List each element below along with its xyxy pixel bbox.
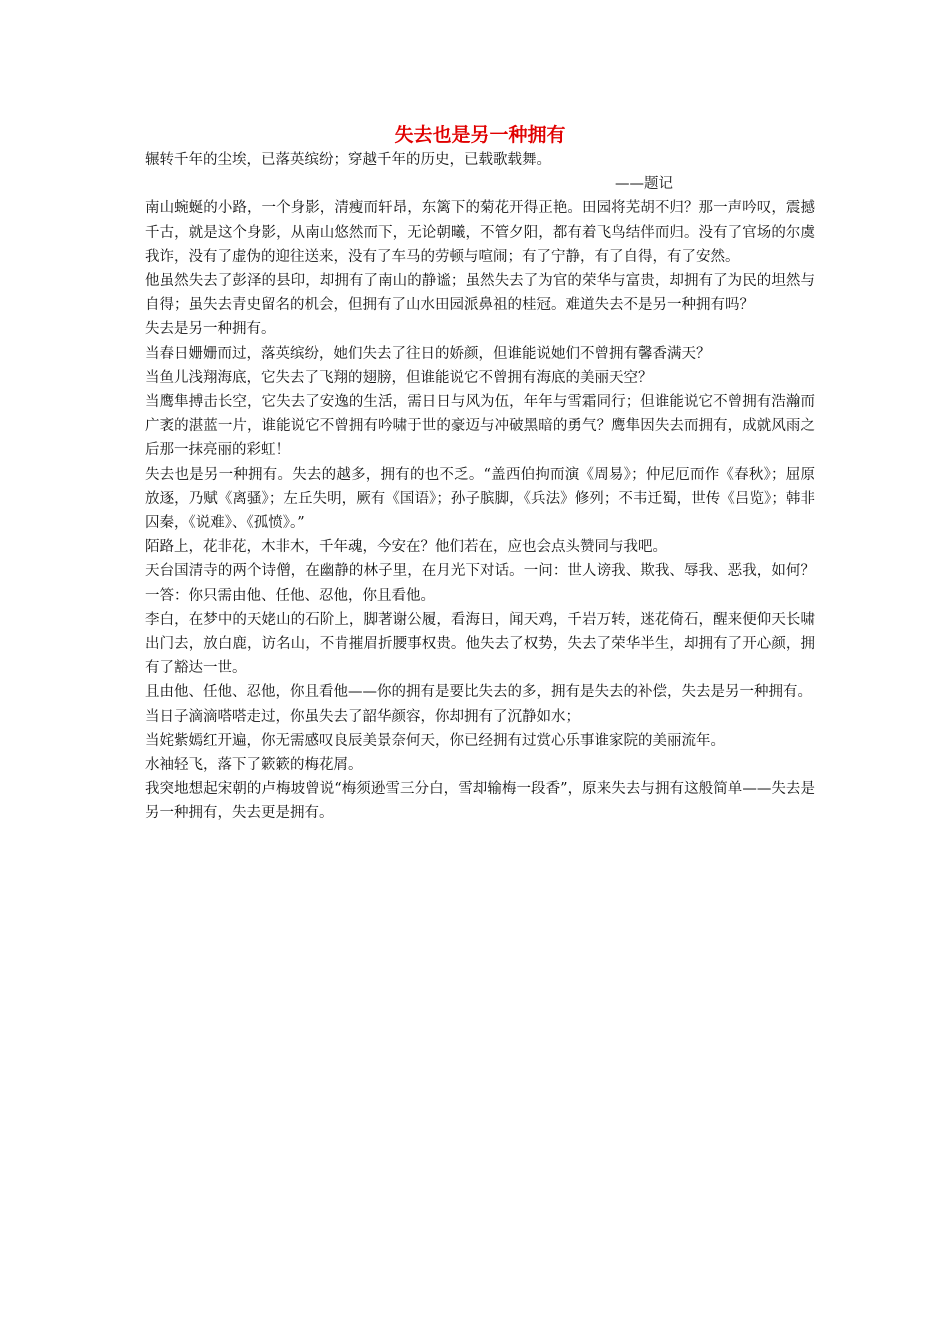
paragraph: 我突地想起宋朝的卢梅坡曾说“梅须逊雪三分白，雪却输梅一段香”，原来失去与拥有这般简单——失去是另一种拥有，失去更是拥有。: [145, 781, 815, 822]
paragraph: 当日子滴滴嗒嗒走过，你虽失去了韶华颜容，你却拥有了沉静如水；: [145, 708, 580, 725]
paragraph: 且由他、任他、忍他，你且看他——你的拥有是要比失去的多，拥有是失去的补偿，失去是另一种拥有。: [145, 684, 812, 701]
paragraph: 失去是另一种拥有。: [145, 321, 276, 338]
paragraph: 他虽然失去了彭泽的县印，却拥有了南山的静谧；虽然失去了为官的荣华与富贵，却拥有了为民的坦然与自得；虽失去青史留名的机会，但拥有了山水田园派鼻祖的桂冠。难道失去不是另一种拥有吗？: [145, 273, 815, 314]
paragraph: 失去也是另一种拥有。失去的越多，拥有的也不乏。“盖西伯拘而演《周易》；仲尼厄而作《春秋》；屈原放逐，乃赋《离骚》；左丘失明，厥有《国语》；孙子膑脚，《兵法》修列；不韦迁蜀，世传《吕览》；韩非囚秦，《说难》、《孤愤》。”: [145, 466, 815, 532]
epigraph-signature: ——题记: [615, 176, 673, 193]
paragraph: 当鹰隼搏击长空，它失去了安逸的生活，需日日与风为伍，年年与雪霜同行；但谁能说它不曾拥有浩瀚而广袤的湛蓝一片，谁能说它不曾拥有吟啸于世的豪迈与冲破黑暗的勇气？鹰隼因失去而拥有，成就风雨之后那一抹亮丽的彩虹！: [145, 394, 815, 459]
paragraph: 李白，在梦中的天姥山的石阶上，脚著谢公履，看海日，闻天鸡，千岩万转，迷花倚石，醒来便仰天长啸出门去，放白鹿，访名山，不肯摧眉折腰事权贵。他失去了权势，失去了荣华半生，却拥有了开心颜，拥有了豁达一世。: [145, 611, 815, 677]
paragraph: 陌路上，花非花，木非木，千年魂，今安在？他们若在，应也会点头赞同与我吧。: [145, 539, 667, 556]
paragraph: 当春日姗姗而过，落英缤纷，她们失去了往日的娇颜，但谁能说她们不曾拥有馨香满天？: [145, 345, 711, 362]
paragraph: 南山蜿蜒的小路，一个身影，清瘦而轩昂，东篱下的菊花开得正艳。田园将芜胡不归？那一声吟叹，震撼千古，就是这个身影，从南山悠然而下，无论朝曦，不管夕阳，都有着飞鸟结伴而归。没有了官场的尔虞我诈，没有了虚伪的迎往送来，没有了车马的劳顿与喧闹；有了宁静，有了自得，有了安然。: [145, 200, 815, 265]
document-title: 失去也是另一种拥有: [394, 124, 566, 146]
paragraph: 当鱼儿浅翔海底，它失去了飞翔的翅膀，但谁能说它不曾拥有海底的美丽天空？: [145, 369, 653, 386]
paragraph: 水袖轻飞，落下了簌簌的梅花屑。: [145, 757, 363, 774]
document-body: [145, 122, 815, 826]
paragraph: 天台国清寺的两个诗僧，在幽静的林子里，在月光下对话。一问：世人谤我、欺我、辱我、恶我，如何？一答：你只需由他、任他、忍他，你且看他。: [145, 563, 815, 604]
epigraph: 辗转千年的尘埃，已落英缤纷；穿越千年的历史，已载歌载舞。: [145, 152, 551, 168]
paragraph: 当姹紫嫣红开遍，你无需感叹良辰美景奈何天，你已经拥有过赏心乐事谁家院的美丽流年。: [145, 732, 725, 749]
